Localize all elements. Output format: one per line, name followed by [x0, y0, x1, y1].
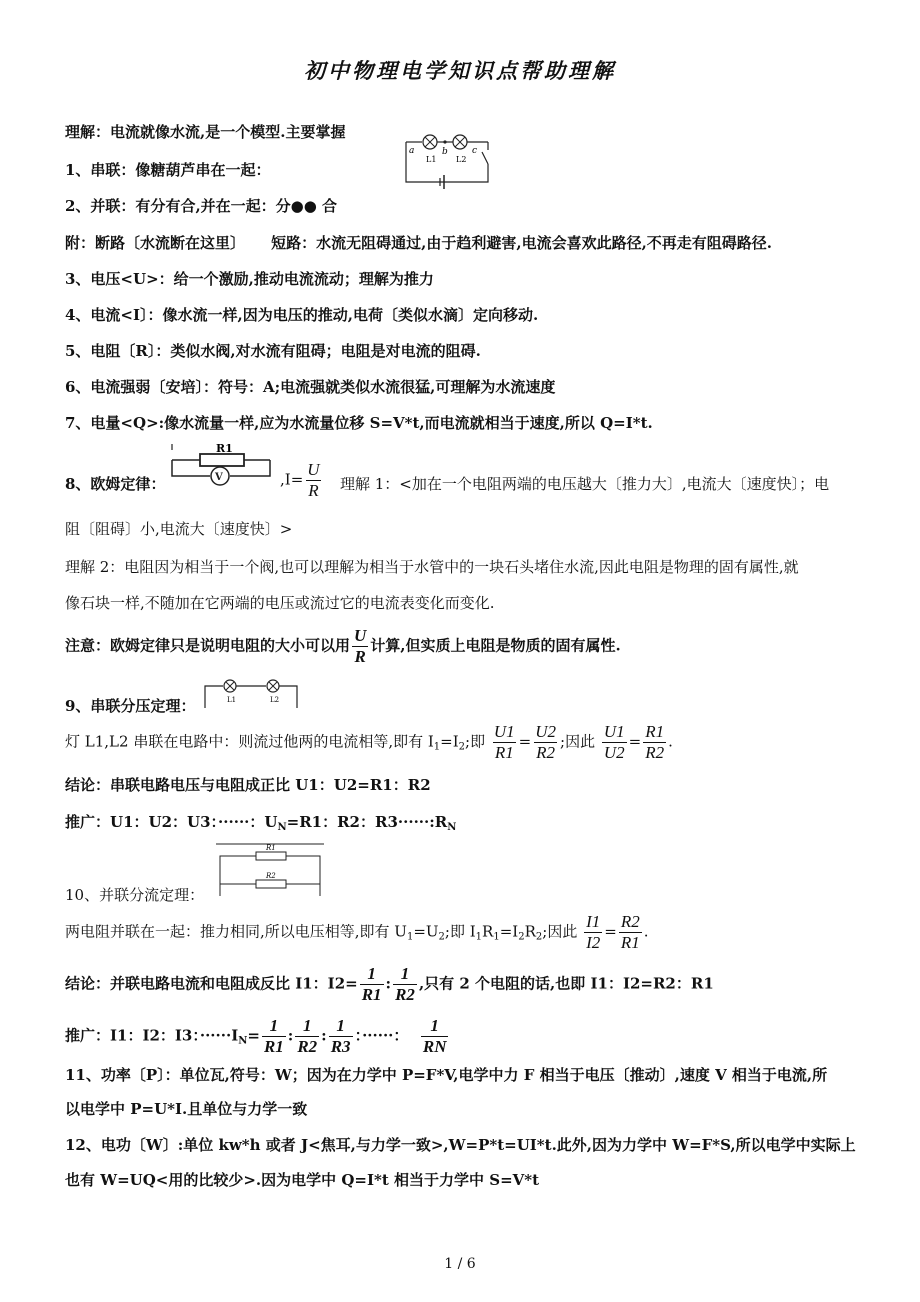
current-line: 4、电流<I〕：像水流一样,因为电压的推动,电荷〔类似水滴〕定向移动. — [65, 306, 539, 324]
ohm-formula — [280, 460, 324, 501]
parallel-current-division-heading: 10、并联分流定理： — [65, 886, 205, 904]
frac-num: 1 — [269, 1016, 279, 1035]
note-text-b: 计算,但实质上电阻是物质的固有属性. — [370, 636, 621, 655]
lamp-label-l2: L2 — [270, 696, 280, 704]
ohm-circuit-diagram — [170, 444, 280, 492]
fraction-u-over-r — [305, 460, 321, 501]
frac-num: U1 — [603, 722, 625, 741]
fraction-1-r1-gen — [262, 1016, 286, 1057]
frac-den: R2 — [645, 743, 665, 762]
ohm-note — [65, 626, 621, 667]
frac-num: 1 — [430, 1016, 439, 1035]
parallel-line: 2、并联：有分有合,并在一起：分●● 合 — [65, 197, 338, 215]
fraction-u-over-r-note — [352, 626, 368, 667]
frac-den: RN — [422, 1037, 447, 1056]
power-line-cont: 以电学中 P=U*I.且单位与力学一致 — [65, 1100, 308, 1118]
series-line: 1、串联：像糖葫芦串在一起： — [65, 161, 271, 179]
ampere-line: 6、电流强弱〔安培〕：符号：A;电流强就类似水流很猛,可理解为水流速度 — [65, 378, 556, 396]
frac-den: U2 — [603, 743, 625, 762]
sub: 2 — [535, 931, 543, 943]
fraction-1-r1 — [360, 964, 384, 1005]
resistance-line: 5、电阻〔R〕：类似水阀,对水流有阻碍；电阻是对电流的阻碍. — [65, 342, 481, 360]
fraction-1-r2 — [393, 964, 417, 1005]
frac-den: I2 — [586, 933, 601, 952]
frac-den: R2 — [297, 1037, 318, 1056]
series-circuit-diagram — [402, 128, 492, 186]
open-circuit-text: 附：断路〔水流断在这里〕 — [65, 234, 246, 252]
sub: 1 — [475, 931, 483, 943]
lamp-label-l1: L1 — [227, 696, 237, 704]
svg-text:V: V — [215, 472, 223, 483]
page-title: 初中物理电学知识点帮助理解 — [304, 59, 616, 83]
fraction-i1-i2 — [584, 912, 602, 953]
series-conclusion: 结论：串联电路电压与电阻成正比 U1：U2=R1：R2 — [65, 776, 431, 794]
series-lamps-diagram — [203, 680, 299, 712]
series-derivation-e: . — [668, 732, 673, 751]
voltage-line: 3、电压<U>：给一个激励,推动电流流动；理解为推力 — [65, 270, 434, 288]
par-c: ;即 I — [444, 922, 476, 941]
fraction-1-r3-gen — [329, 1016, 353, 1057]
frac-den: R2 — [536, 743, 556, 762]
open-circuit-note — [65, 233, 772, 253]
series-derivation-a: 灯 L1,L2 串联在电路中：则流过他两的电流相等,即有 I — [65, 732, 434, 751]
label-c: c — [472, 146, 478, 156]
par-a: 两电阻并联在一起：推力相同,所以电压相等,即有 U — [65, 922, 407, 941]
frac-num: R1 — [645, 722, 665, 741]
res-label-r2: R2 — [266, 872, 276, 880]
short-circuit-text: 短路：水流无阻碍通过,由于趋利避害,电流会喜欢此路径,不再走有阻碍路径. — [271, 234, 773, 252]
frac-den: R — [308, 481, 319, 500]
frac-num: 1 — [303, 1016, 312, 1035]
pg-a: 推广：I1：I2：I3：······I — [65, 1026, 239, 1045]
frac-den: R3 — [330, 1037, 351, 1056]
series-voltage-division-heading: 9、串联分压定理： — [65, 697, 196, 715]
res-label-r1: R1 — [266, 844, 276, 852]
parallel-derivation: 两电阻并联在一起：推力相同,所以电压相等,即有 $U_1=U_2$;即 $I_1R_1=I_2R_2$;因此 $\frac{I1}{I2}$ = $\frac{R2}{R1}$ . — [65, 912, 649, 952]
power-line: 11、功率〔P〕：单位瓦,符号：W；因为在力学中 P=F*V,电学中力 F 相当于电压〔推动〕,速度 V 相当于电流,所 — [65, 1066, 828, 1084]
frac-num: I1 — [586, 912, 601, 931]
label-b: b — [442, 147, 448, 157]
gen-b: =R1：R2：R3······:R — [286, 813, 448, 831]
fraction-r1-r2 — [643, 722, 666, 763]
par-b: =U — [413, 922, 439, 941]
sub: N — [277, 822, 287, 833]
frac-num: 1 — [400, 964, 410, 983]
fraction-u1-u2 — [602, 722, 627, 763]
ohm-law-label: 8、欧姆定律： — [65, 475, 166, 493]
series-derivation-b: =I — [440, 732, 459, 751]
work-line: 12、电功〔W〕:单位 kw*h 或者 J<焦耳,与力学一致>,W=P*t=UI*t.此外,因为力学中 W=F*S,所以电学中实际上 — [65, 1136, 856, 1154]
sub: 1 — [493, 931, 500, 943]
frac-den: R — [354, 647, 366, 666]
fraction-u2-r2 — [533, 722, 558, 763]
frac-num: 1 — [336, 1016, 345, 1035]
ratio-colon: : — [321, 1026, 327, 1045]
sub: 2 — [438, 931, 445, 943]
fraction-r2-r1 — [619, 912, 642, 953]
ohm-understanding-2: 理解 2：电阻因为相当于一个阀,也可以理解为相当于水管中的一块石头堵住水流,因此电阻是物理的固有属性,就 — [65, 558, 799, 576]
frac-den: R1 — [620, 933, 640, 952]
series-derivation-c: ;即 — [465, 732, 486, 751]
frac-num: 1 — [367, 964, 376, 983]
ohm-formula-prefix: ,I= — [280, 470, 304, 489]
frac-num: U — [307, 460, 320, 479]
par-e: =I — [499, 922, 519, 941]
frac-num: R2 — [620, 912, 640, 931]
par-f: R — [524, 922, 536, 941]
frac-num: U2 — [535, 722, 557, 741]
sub: 1 — [406, 931, 414, 943]
series-derivation-d: ;因此 — [560, 732, 596, 751]
par-h: . — [643, 922, 649, 941]
page-number: 1 / 6 — [444, 1256, 476, 1272]
sub: 2 — [518, 931, 525, 943]
ohm-understanding-1: 理解 1：<加在一个电阻两端的电压越大〔推力大〕,电流大〔速度快〕；电 — [340, 475, 830, 493]
ohm-understanding-1-cont: 阻〔阻碍〕小,电流大〔速度快〕> — [65, 520, 293, 538]
pg-c: ：······： — [354, 1026, 409, 1045]
sub: 1 — [433, 741, 441, 753]
pc-b: ,只有 2 个电阻的话,也即 I1：I2=R2：R1 — [418, 974, 714, 993]
note-text-a: 注意：欧姆定律只是说明电阻的大小可以用 — [65, 636, 351, 655]
frac-num: U1 — [493, 722, 515, 741]
sub: N — [447, 822, 457, 833]
par-d: R — [482, 922, 494, 941]
par-g: ;因此 — [542, 922, 578, 941]
frac-den: R1 — [494, 743, 514, 762]
ratio-colon: : — [385, 974, 392, 993]
ohm-understanding-2-cont: 像石块一样,不随加在它两端的电压或流过它的电流表变化而变化. — [65, 594, 495, 612]
series-derivation: 灯 L1,L2 串联在电路中：则流过他两的电流相等,即有 $I_1=I_2$;即 $\frac{U1}{R1}$ = $\frac{U2}{R2}$ ;因此 $\frac{U1}{U2}$ = $\frac{R1}{R2}$ . — [65, 722, 673, 762]
sub: N — [238, 1035, 248, 1047]
frac-den: R2 — [395, 985, 415, 1004]
gen-a: 推广：U1：U2：U3：······：U — [65, 813, 278, 831]
fraction-u1-r1 — [492, 722, 517, 763]
parallel-conclusion — [65, 964, 714, 1005]
ratio-colon: : — [287, 1026, 294, 1045]
understanding-intro: 理解：电流就像水流,是一个模型.主要掌握 — [65, 123, 346, 141]
work-line-cont: 也有 W=UQ<用的比较少>.因为电学中 Q=I*t 相当于力学中 S=V*t — [65, 1171, 540, 1189]
frac-num: U — [354, 626, 367, 645]
pc-a: 结论：并联电路电流和电阻成反比 I1：I2= — [65, 974, 358, 993]
frac-den: R1 — [263, 1037, 284, 1056]
fraction-1-rn-gen — [421, 1016, 449, 1057]
label-r1: R1 — [216, 442, 233, 455]
label-l1: L1 — [426, 155, 437, 164]
label-a: a — [409, 146, 415, 156]
charge-line: 7、电量<Q>:像水流量一样,应为水流量位移 S=V*t,而电流就相当于速度,所以 Q=I*t. — [65, 414, 653, 432]
series-generalization — [65, 812, 456, 838]
parallel-resistors-diagram — [216, 840, 324, 900]
pg-b: = — [247, 1026, 260, 1045]
sub: 2 — [458, 741, 466, 753]
parallel-generalization — [65, 1016, 450, 1057]
frac-den: R1 — [361, 985, 382, 1004]
fraction-1-r2-gen — [295, 1016, 319, 1057]
label-l2: L2 — [456, 155, 467, 164]
